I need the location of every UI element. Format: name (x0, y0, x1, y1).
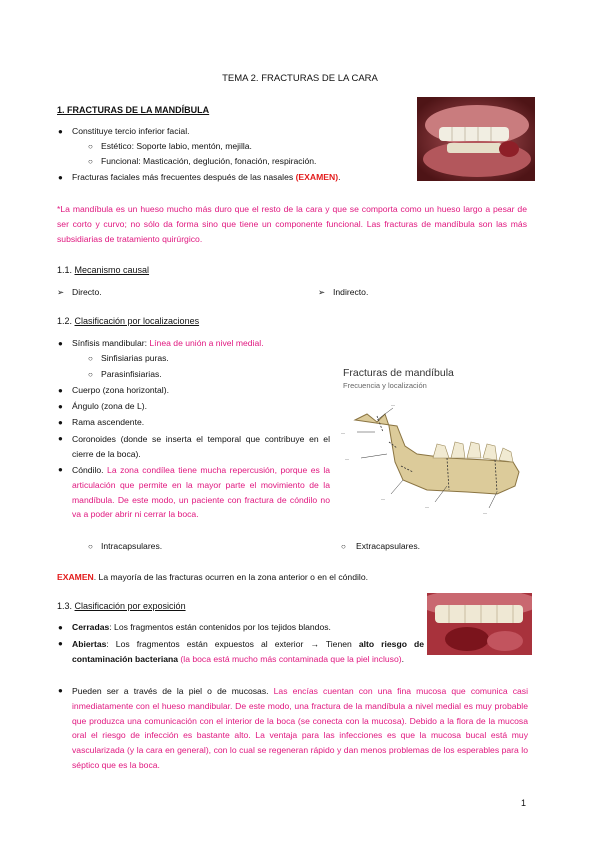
circle-bullet-icon: ○ (88, 157, 93, 166)
list-item: Estético: Soporte labio, mentón, mejilla. (101, 141, 252, 151)
mouth-fracture-photo (417, 97, 535, 181)
bullet-icon: ● (58, 386, 63, 395)
svg-text:—: — (391, 402, 395, 407)
page-title: TEMA 2. FRACTURAS DE LA CARA (222, 73, 378, 84)
section-1-heading: 1. FRACTURAS DE LA MANDÍBULA (57, 105, 210, 115)
mandible-note: *La mandíbula es un hueso mucho más duro que el resto de la cara y que se comporta como un hueso largo a pesar de ser corto y curvo; no sólo da forma sino que tiene un componente funcional. Las fracturas de mandíbula son las más subsidiarias de tratamiento quirúrgico. (57, 204, 527, 244)
bullet-icon: ● (58, 623, 63, 632)
bullet-icon: ● (58, 639, 63, 648)
circle-bullet-icon: ○ (88, 542, 93, 551)
circle-bullet-icon: ○ (341, 542, 346, 551)
bullet-icon: ● (58, 402, 63, 411)
svg-text:—: — (483, 510, 487, 515)
list-item: Ángulo (zona de L). (72, 401, 148, 411)
arrow-icon: ➢ (57, 287, 65, 297)
list-item: Funcional: Masticación, deglución, fonación, respiración. (101, 156, 317, 166)
svg-text:—: — (345, 456, 349, 461)
svg-text:—: — (341, 430, 345, 435)
bullet-icon: ● (58, 686, 63, 695)
section-1-3-heading: 1.3. Clasificación por exposición (57, 601, 186, 611)
mandible-fracture-figure (337, 362, 535, 528)
arrow-icon: ➢ (318, 287, 326, 297)
list-item: Cóndilo. La zona condílea tiene mucha repercusión, porque es la articulación que permite en la mayor parte el movimiento de la mandíbula. De este modo, un paciente con fractura de cóndilo no va a poder abrir ni cerrar la boca. (72, 465, 331, 520)
bullet-icon: ● (58, 173, 63, 182)
circle-bullet-icon: ○ (88, 142, 93, 151)
list-item: Indirecto. (333, 287, 369, 297)
bullet-icon: ● (58, 434, 63, 443)
list-item: Abiertas: Los fragmentos están expuestos al exterior → Tienen alto riesgo de contaminación bacteriana (la boca está mucho más contaminada que la piel incluso). (72, 639, 424, 664)
bullet-icon: ● (58, 465, 63, 474)
list-item: Fracturas faciales más frecuentes después de las nasales (EXAMEN). (72, 172, 341, 182)
list-item: Constituye tercio inferior facial. (72, 126, 190, 136)
figure-subtitle: Frecuencia y localización (343, 381, 427, 390)
svg-text:—: — (425, 504, 429, 509)
list-item: Sinfisiarias puras. (101, 353, 169, 363)
circle-bullet-icon: ○ (88, 370, 93, 379)
figure-title: Fracturas de mandíbula (343, 367, 454, 379)
list-item: Directo. (72, 287, 102, 297)
list-item: Rama ascendente. (72, 417, 145, 427)
bullet-icon: ● (58, 127, 63, 136)
list-item: Cuerpo (zona horizontal). (72, 385, 169, 395)
exam-note: EXAMEN. La mayoría de las fracturas ocurren en la zona anterior o en el cóndilo. (57, 572, 368, 582)
section-1-2-heading: 1.2. Clasificación por localizaciones (57, 316, 200, 326)
circle-bullet-icon: ○ (88, 354, 93, 363)
list-item: Sínfisis mandibular: Línea de unión a nivel medial. (72, 338, 264, 348)
bullet-icon: ● (58, 339, 63, 348)
section-1-1-heading: 1.1. Mecanismo causal (57, 265, 150, 275)
list-item: Intracapsulares. (101, 541, 163, 551)
page-number: 1 (521, 798, 527, 808)
open-fracture-photo (427, 593, 532, 655)
list-item: Pueden ser a través de la piel o de mucosas. Las encías cuentan con una fina mucosa que comunica casi inmediatamente con el hueso mandibular. De este modo, una fractura de la mandíbula a nivel medial es muy probable que produzca una comunicación con el interior de la boca (se conecta con la mucosa). Debido a la flora de la mucosa oral el riesgo de infección es bastante alto. La ventaja para las infecciones es que la mucosa bucal está muy vascularizada (y la cara en general), con lo cual se regeneran rápido y dan menos problemas de los esperables para lo séptico que es la boca. (72, 686, 528, 770)
list-item: Cerradas: Los fragmentos están contenidos por los tejidos blandos. (72, 622, 331, 632)
list-item: Extracapsulares. (356, 541, 421, 551)
svg-text:—: — (381, 496, 385, 501)
list-item: Parasinfisiarias. (101, 369, 162, 379)
bullet-icon: ● (58, 418, 63, 427)
list-item: Coronoides (donde se inserta el temporal que contribuye en el cierre de la boca). (72, 434, 330, 459)
